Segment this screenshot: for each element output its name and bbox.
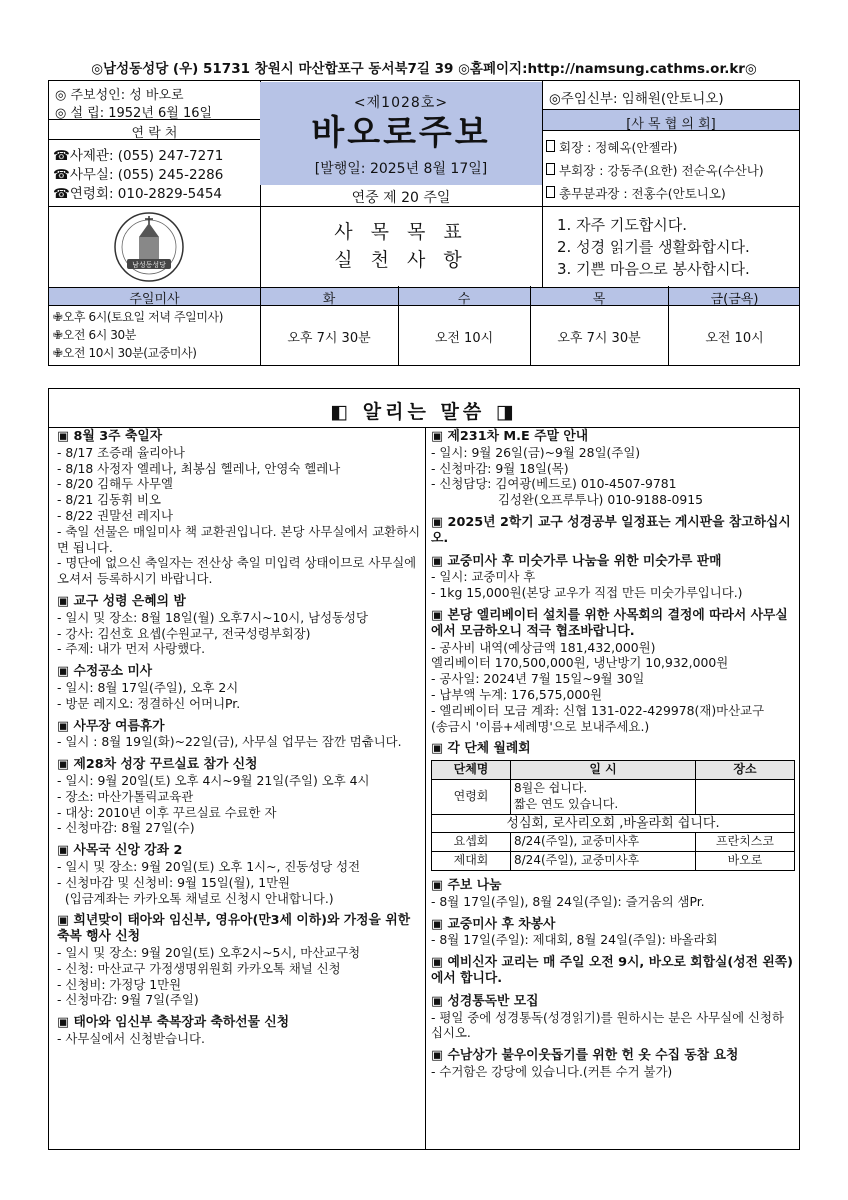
notice-heading: ▣ 사무장 여름휴가: [57, 718, 165, 734]
svg-text:남성동성당: 남성동성당: [132, 261, 166, 269]
notices-right-column: [431, 429, 795, 1080]
meetings-row: [432, 833, 795, 852]
notice-line: - 공사비 내역(예상금액 181,432,000원): [431, 639, 656, 655]
notice-line: - 신청마감: 9월 7일(주일): [57, 992, 199, 1008]
notice-line: - 축일 선물은 매일미사 책 교환권입니다. 본당 사무실에서 교환하시면 됩니다.: [57, 523, 421, 555]
meetings-table: [431, 760, 795, 871]
mass-tue-time: 오후 7시 30분: [287, 331, 371, 346]
parish-logo: [109, 211, 189, 283]
notice-line: - 주제: 내가 먼저 사랑했다.: [57, 641, 206, 657]
notice-line: - 일시 및 장소: 8월 18일(월) 오후7시~10시, 남성동성당: [57, 609, 368, 625]
notice-line: - 8/17 조증래 율리아나: [57, 444, 185, 460]
sunday-mass-times: ✙오후 6시(토요일 저녁 주일미사) ✙오전 6시 30분 ✙오전 10시 30분(교중미사): [53, 310, 224, 360]
meeting-time: 8/24(주일), 교중미사후: [511, 852, 696, 871]
issue-number: <제1028호>: [353, 95, 449, 111]
notice-line: - 8/20 김해두 사무엘: [57, 476, 173, 492]
bulletin-header: [48, 80, 800, 306]
practice-goals: 1. 자주 기도합시다. 2. 성경 읽기를 생활화합시다. 3. 기쁜 마음으로 봉사합시다.: [557, 216, 750, 278]
notice-line: - 공사일: 2024년 7월 15일~9월 30일: [431, 671, 645, 687]
council-title: [사 목 협 의 회]: [626, 117, 716, 132]
contact-office: ☎사무실: (055) 245-2286: [53, 167, 224, 183]
notice-line: - 일시: 9월 20일(토) 오후 4시~9월 21일(주일) 오후 4시: [57, 772, 370, 788]
meetings-header-cell: 장소: [696, 761, 795, 780]
meetings-header-cell: 단체명: [432, 761, 511, 780]
meetings-header-cell: 일 시: [511, 761, 696, 780]
meeting-group: 연령회: [432, 779, 511, 814]
notice-line: - 8/22 권말선 레지나: [57, 507, 173, 523]
meeting-place: [696, 779, 795, 814]
notice-heading: ▣ 예비신자 교리는 매 주일 오전 9시, 바오로 회합실(성전 왼쪽)에서 합니다.: [431, 955, 793, 986]
notice-heading: ▣ 8월 3주 축일자: [57, 429, 163, 444]
issue-date: [발행일: 2025년 8월 17일]: [314, 161, 488, 177]
mass-thu-time: 오후 7시 30분: [557, 331, 641, 346]
council-member: 부회장 : 강동주(요한) 전순옥(수산나): [546, 159, 764, 182]
title-panel: [260, 82, 542, 185]
meetings-heading: ▣ 각 단체 월례회: [431, 741, 531, 757]
notice-heading: ▣ 태아와 임신부 축복장과 축하선물 신청: [57, 1015, 290, 1031]
meetings-row: [432, 814, 795, 833]
notice-line: - 명단에 없으신 축일자는 전산상 축일 미입력 상태이므로 사무실에 오셔서 등록하시기 바랍니다.: [57, 555, 421, 587]
notice-line: - 8월 17일(주일): 제대회, 8월 24일(주일): 바올라회: [431, 932, 718, 948]
notice-line: - 납부액 누계: 176,575,000원: [431, 686, 603, 702]
notice-line: - 강사: 김선호 요셉(수원교구, 전국성령부회장): [57, 625, 311, 641]
notice-line: - 평일 중에 성경통독(성경읽기)를 원하시는 분은 사무실에 신청하십시오.: [431, 1009, 784, 1041]
notice-line: - 일시 및 장소: 9월 20일(토) 오후 1시~, 진동성당 성전: [57, 858, 361, 874]
notice-line: - 신청비: 가정당 1만원: [57, 976, 182, 992]
goal-title: 사 목 목 표 실 천 사 항: [334, 221, 468, 271]
mass-col-wed: 수: [457, 292, 471, 307]
council-list: [546, 136, 764, 205]
mass-wed-time: 오전 10시: [434, 331, 494, 346]
meeting-time: 8/24(주일), 교중미사후: [511, 833, 696, 852]
meeting-place: 바오로: [696, 852, 795, 871]
notice-line: - 엘리베이터 모금 계좌: 신협 131-022-429978(재)마산교구: [431, 702, 765, 718]
bulletin-title: 바오로주보: [311, 113, 491, 153]
notice-line: - 신청담당: 김여광(베드로) 010-4507-9781: [431, 476, 677, 492]
notice-heading: ▣ 제231차 M.E 주말 안내: [431, 429, 589, 444]
notice-line: - 일시 : 8월 19일(화)~22일(금), 사무실 업무는 잠깐 멈춥니다.: [57, 734, 402, 750]
notice-heading: ▣ 2025년 2학기 교구 성경공부 일정표는 게시판을 참고하십시오.: [431, 514, 791, 546]
notice-line: (송금시 '이름+세례명'으로 보내주세요.): [431, 718, 650, 734]
meetings-row: [432, 779, 795, 814]
meetings-merged-cell: 성심회, 로사리오회 ,바올라회 쉽니다.: [432, 814, 795, 833]
notice-heading: ▣ 본당 엘리베이터 설치를 위한 사목회의 결정에 따라서 사무실에서 모금하오니 적극 협조바랍니다.: [431, 607, 788, 639]
notice-line: - 수거함은 강당에 있습니다.(커튼 수거 불가): [431, 1063, 673, 1079]
notice-line: - 8월 17일(주일), 8월 24일(주일): 즐거움의 샘Pr.: [431, 893, 705, 909]
notice-heading: ▣ 교구 성령 은혜의 밤: [57, 593, 186, 609]
mass-col-fri: 금(금욕): [710, 292, 759, 307]
pastor: ◎주임신부: 임해원(안토니오): [549, 91, 724, 107]
notice-line: (입금계좌는 카카오톡 채널로 신청시 안내합니다.): [57, 890, 334, 906]
notice-line: - 장소: 마산가톨릭교육관: [57, 788, 194, 804]
council-member: 회장 : 정혜옥(안젤라): [546, 136, 764, 159]
council-member: 총무분과장 : 전홍수(안토니오): [546, 182, 764, 205]
notice-heading: ▣ 교중미사 후 차봉사: [431, 916, 556, 932]
notice-line: - 일시: 8월 17일(주일), 오후 2시: [57, 679, 239, 695]
mass-schedule: [48, 286, 800, 366]
founded-date: ◎ 설 립: 1952년 6월 16일: [55, 106, 213, 121]
notice-line: - 신청마감: 8월 27일(수): [57, 820, 195, 836]
notice-line: - 일시 및 장소: 9월 20일(토) 오후2시~5시, 마산교구청: [57, 944, 361, 960]
notices-left-column: [57, 429, 421, 1047]
meeting-group: 제대회: [432, 852, 511, 871]
contact-rectory: ☎사제관: (055) 247-7271: [53, 148, 224, 164]
mass-fri-time: 오전 10시: [705, 331, 764, 346]
notice-heading: ▣ 제28차 성장 꾸르실료 참가 신청: [57, 757, 258, 773]
meeting-group: 요셉회: [432, 833, 511, 852]
notices-section: [48, 388, 800, 1150]
notice-line: - 대상: 2010년 이후 꾸르실료 수료한 자: [57, 804, 277, 820]
notice-heading: ▣ 사목국 신앙 강좌 2: [57, 843, 183, 859]
contact-list: [53, 147, 223, 204]
notice-line: - 신청: 마산교구 가정생명위원회 카카오톡 채널 신청: [57, 960, 341, 976]
notice-heading: ▣ 수정공소 미사: [57, 664, 153, 680]
notice-line: - 8/18 사정자 엘레나, 최봉심 헬레나, 안영숙 헬레나: [57, 460, 341, 476]
notice-line: - 신청마감: 9월 18일(목): [431, 460, 569, 476]
notice-line: - 일시: 9월 26일(금)~9월 28일(주일): [431, 444, 641, 460]
meeting-time: 8월은 쉽니다. 짧은 연도 있습니다.: [511, 779, 696, 814]
liturgical-day: 연중 제 20 주일: [351, 190, 451, 206]
notice-line: - 방문 레지오: 정결하신 어머니Pr.: [57, 695, 241, 711]
address-line: ◎남성동성당 (우) 51731 창원시 마산합포구 동서북7길 39 ◎홈페이지:http://namsung.cathms.or.kr◎: [91, 61, 757, 77]
mass-col-tue: 화: [322, 292, 336, 307]
notice-line: - 사무실에서 신청받습니다.: [57, 1030, 205, 1046]
notice-heading: ▣ 주보 나눔: [431, 877, 502, 893]
notice-line: - 신청마감 및 신청비: 9월 15일(월), 1만원: [57, 874, 291, 890]
patron-saint: ◎ 주보성인: 성 바오로: [55, 88, 184, 103]
notice-heading: ▣ 수남상가 불우이웃돕기를 위한 헌 옷 수집 동참 요청: [431, 1048, 739, 1064]
mass-col-sunday: 주일미사: [129, 292, 180, 307]
notices-title: ◧ 알리는 말씀 ◨: [330, 401, 518, 423]
mass-col-thu: 목: [592, 292, 606, 307]
notice-heading: ▣ 교중미사 후 미숫가루 나눔을 위한 미숫가루 판매: [431, 553, 722, 569]
contact-title: 연 락 처: [131, 126, 178, 141]
notice-line: 엘리베이터 170,500,000원, 냉난방기 10,932,000원: [431, 655, 729, 671]
notice-heading: ▣ 희년맞이 태아와 임신부, 영유아(만3세 이하)와 가정을 위한 축복 행사 신청: [57, 913, 411, 945]
contact-funeral: ☎연령회: 010-2829-5454: [53, 186, 223, 202]
notice-line: - 1kg 15,000원(본당 교우가 직접 만든 미숫가루입니다.): [431, 585, 743, 601]
meetings-row: [432, 852, 795, 871]
notice-line: - 8/21 김동휘 비오: [57, 492, 161, 508]
notice-heading: ▣ 성경통독반 모집: [431, 993, 539, 1009]
meeting-place: 프란치스코: [696, 833, 795, 852]
notice-line: - 일시: 교중미사 후: [431, 569, 536, 585]
notice-line: 김성완(오프루투나) 010-9188-0915: [431, 492, 703, 508]
